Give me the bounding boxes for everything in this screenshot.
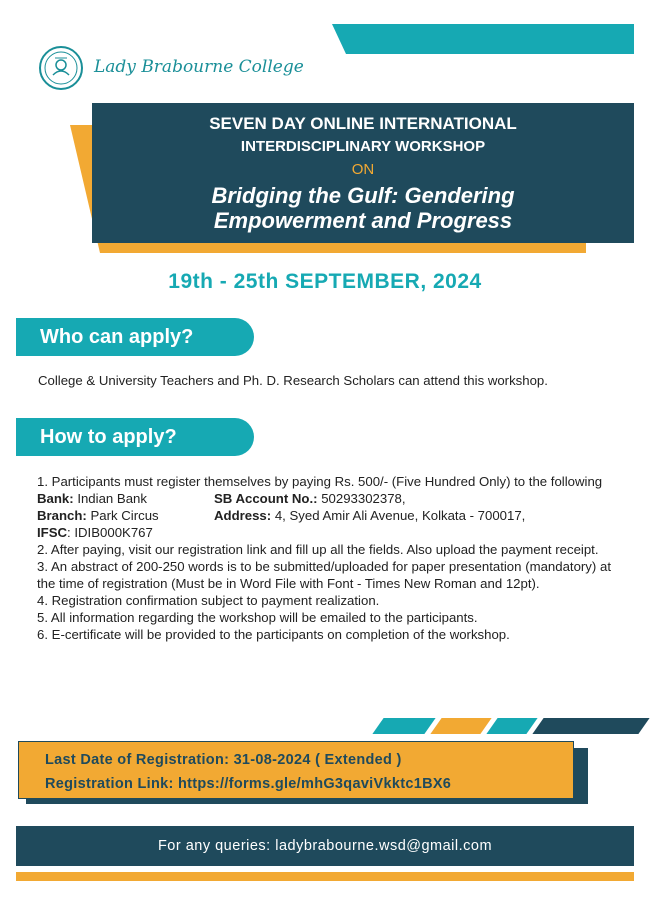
branch-cell xyxy=(37,507,214,524)
bottom-orange-bar xyxy=(16,872,634,881)
step-2: 2. After paying, visit our registration link and fill up all the fields. Also upload the payment receipt. xyxy=(37,542,599,557)
account-label: SB Account No.: xyxy=(214,491,318,506)
how-to-apply-list xyxy=(37,473,611,643)
decorative-stripes xyxy=(0,718,650,734)
address-cell xyxy=(214,507,611,524)
who-can-apply-heading: Who can apply? xyxy=(16,318,254,356)
bank-cell xyxy=(37,490,214,507)
workshop-topic xyxy=(92,183,634,233)
ifsc-value: : IDIB000K767 xyxy=(67,525,153,540)
stripe-orange xyxy=(430,718,491,734)
stripe-navy xyxy=(532,718,649,734)
registration-link[interactable]: Registration Link: https://forms.gle/mhG3qaviVkktc1BX6 xyxy=(45,776,452,792)
topic-line-2: Empowerment and Progress xyxy=(213,208,513,233)
workshop-dates: 19th - 25th SEPTEMBER, 2024 xyxy=(168,270,482,293)
title-box xyxy=(92,103,634,243)
bank-label: Bank: xyxy=(37,491,74,506)
how-to-apply-heading: How to apply? xyxy=(16,418,254,456)
step-4: 4. Registration confirmation subject to payment realization. xyxy=(37,593,380,608)
deadline-box xyxy=(18,741,574,799)
branch-value: Park Circus xyxy=(90,508,159,523)
top-teal-banner xyxy=(332,24,634,54)
stripe-teal-1 xyxy=(372,718,435,734)
topic-line-1: Bridging the Gulf: Gendering xyxy=(211,183,515,208)
step-1: 1. Participants must register themselves by paying Rs. 500/- (Five Hundred Only) to the following xyxy=(37,474,603,489)
who-can-apply-text: College & University Teachers and Ph. D. Research Scholars can attend this workshop. xyxy=(38,373,548,388)
college-seal-icon xyxy=(38,45,84,91)
title-line-1: SEVEN DAY ONLINE INTERNATIONAL xyxy=(209,114,517,133)
address-label: Address: xyxy=(214,508,272,523)
step-5: 5. All information regarding the workshop will be emailed to the participants. xyxy=(37,610,478,625)
ifsc-cell xyxy=(37,524,214,541)
step-6: 6. E-certificate will be provided to the participants on completion of the workshop. xyxy=(37,627,510,642)
address-value: 4, Syed Amir Ali Avenue, Kolkata - 700017, xyxy=(274,508,526,523)
branch-label: Branch: xyxy=(37,508,87,523)
account-value: 50293302378, xyxy=(321,491,406,506)
title-line-2: INTERDISCIPLINARY WORKSHOP xyxy=(240,138,486,155)
step-3: 3. An abstract of 200-250 words is to be submitted/uploaded for paper presentation (mandatory) at the time of registration (Must be in Word File with Font - Times New Roman and 12pt). xyxy=(37,559,611,591)
bank-details xyxy=(37,490,611,541)
college-name: Lady Brabourne College xyxy=(94,57,304,77)
title-on: ON xyxy=(351,161,375,178)
stripe-teal-2 xyxy=(486,718,537,734)
ifsc-label: IFSC xyxy=(37,525,68,540)
last-date-text: Last Date of Registration: 31-08-2024 ( Extended ) xyxy=(45,752,402,768)
bank-value: Indian Bank xyxy=(77,491,147,506)
account-cell xyxy=(214,490,611,507)
queries-contact[interactable]: For any queries: ladybrabourne.wsd@gmail.com xyxy=(16,826,634,866)
